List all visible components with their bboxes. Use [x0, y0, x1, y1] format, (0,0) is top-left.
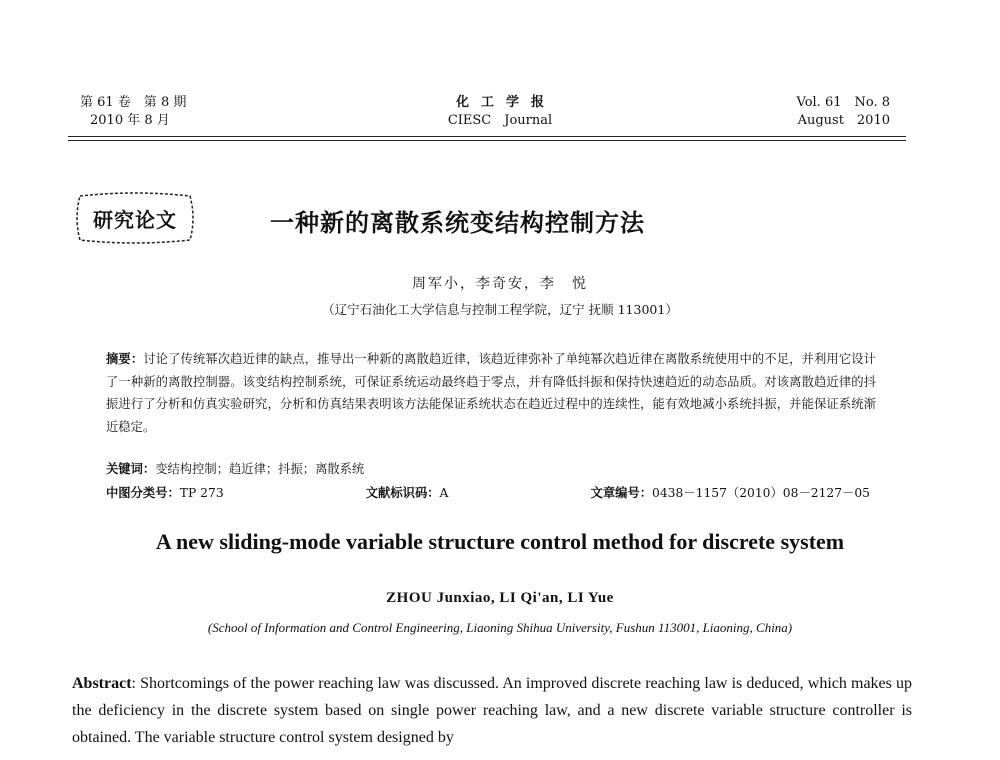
journal-name-en: CIESC Journal — [447, 113, 553, 128]
keywords-cn — [106, 459, 364, 477]
clc-label: 中图分类号： — [106, 486, 180, 500]
volume-issue-en: Vol. 61 No. 8 — [796, 95, 890, 110]
art-value: 0438－1157（2010）08－2127－05 — [652, 486, 870, 500]
volume-issue-cn: 第 61 卷 第 8 期 — [80, 95, 187, 110]
date-en: August 2010 — [797, 113, 890, 128]
authors-cn: 周军小，李奇安，李 悦 — [412, 276, 588, 292]
column-label: 研究论文 — [93, 207, 177, 232]
document-code — [366, 483, 449, 501]
clc-number — [106, 483, 224, 501]
affiliation-cn: （辽宁石油化工大学信息与控制工程学院，辽宁 抚顺 113001） — [322, 302, 678, 317]
paper-title-en: A new sliding-mode variable structure control method for discrete system — [155, 529, 845, 554]
abstract-en-text: : Shortcomings of the power reaching law was discussed. An improved discrete reaching law is deduced, which makes up the deficiency in the discrete system based on single power reaching law, and a new discrete variable structure controller is obtained. The variable structure control system designed by — [72, 675, 912, 746]
header-rule-thick — [68, 136, 906, 137]
classification-line — [106, 483, 870, 501]
clc-value: TP 273 — [179, 486, 224, 500]
column-label-box — [74, 190, 196, 246]
doc-value: A — [439, 486, 449, 500]
abstract-cn — [106, 348, 876, 438]
article-number — [591, 483, 870, 501]
art-label: 文章编号： — [590, 486, 653, 500]
doc-label: 文献标识码： — [365, 486, 440, 500]
affiliation-en: (School of Information and Control Engineering, Liaoning Shihua University, Fushun 113001, Liaoning, China) — [207, 620, 793, 635]
keywords-cn-label: 关键词： — [106, 462, 156, 476]
journal-name-cn: 化工学报 — [455, 95, 556, 110]
paper-title-cn: 一种新的离散系统变结构控制方法 — [270, 209, 645, 237]
header-rule-thin — [68, 140, 906, 141]
abstract-en-label: Abstract — [72, 675, 132, 692]
keywords-cn-text: 变结构控制；趋近律；抖振；离散系统 — [155, 462, 365, 476]
abstract-en — [72, 670, 912, 751]
date-cn: 2010 年 8 月 — [90, 113, 170, 128]
abstract-cn-text: 讨论了传统幂次趋近律的缺点，推导出一种新的离散趋近律，该趋近律弥补了单纯幂次趋近律在离散系统使用中的不足，并利用它设计了一种新的离散控制器。该变结构控制系统，可保证系统运动最终趋于零点，并有降低抖振和保持快速趋近的动态品质。对该离散趋近律的抖振进行了分析和仿真实验研究，分析和仿真结果表明该方法能保证系统状态在趋近过程中的连续性，能有效地减小系统抖振，并能保证系统渐近稳定。 — [106, 352, 876, 434]
abstract-cn-label: 摘要： — [106, 352, 144, 366]
journal-volume-en — [797, 94, 891, 130]
authors-en: ZHOU Junxiao, LI Qi'an, LI Yue — [386, 590, 614, 606]
